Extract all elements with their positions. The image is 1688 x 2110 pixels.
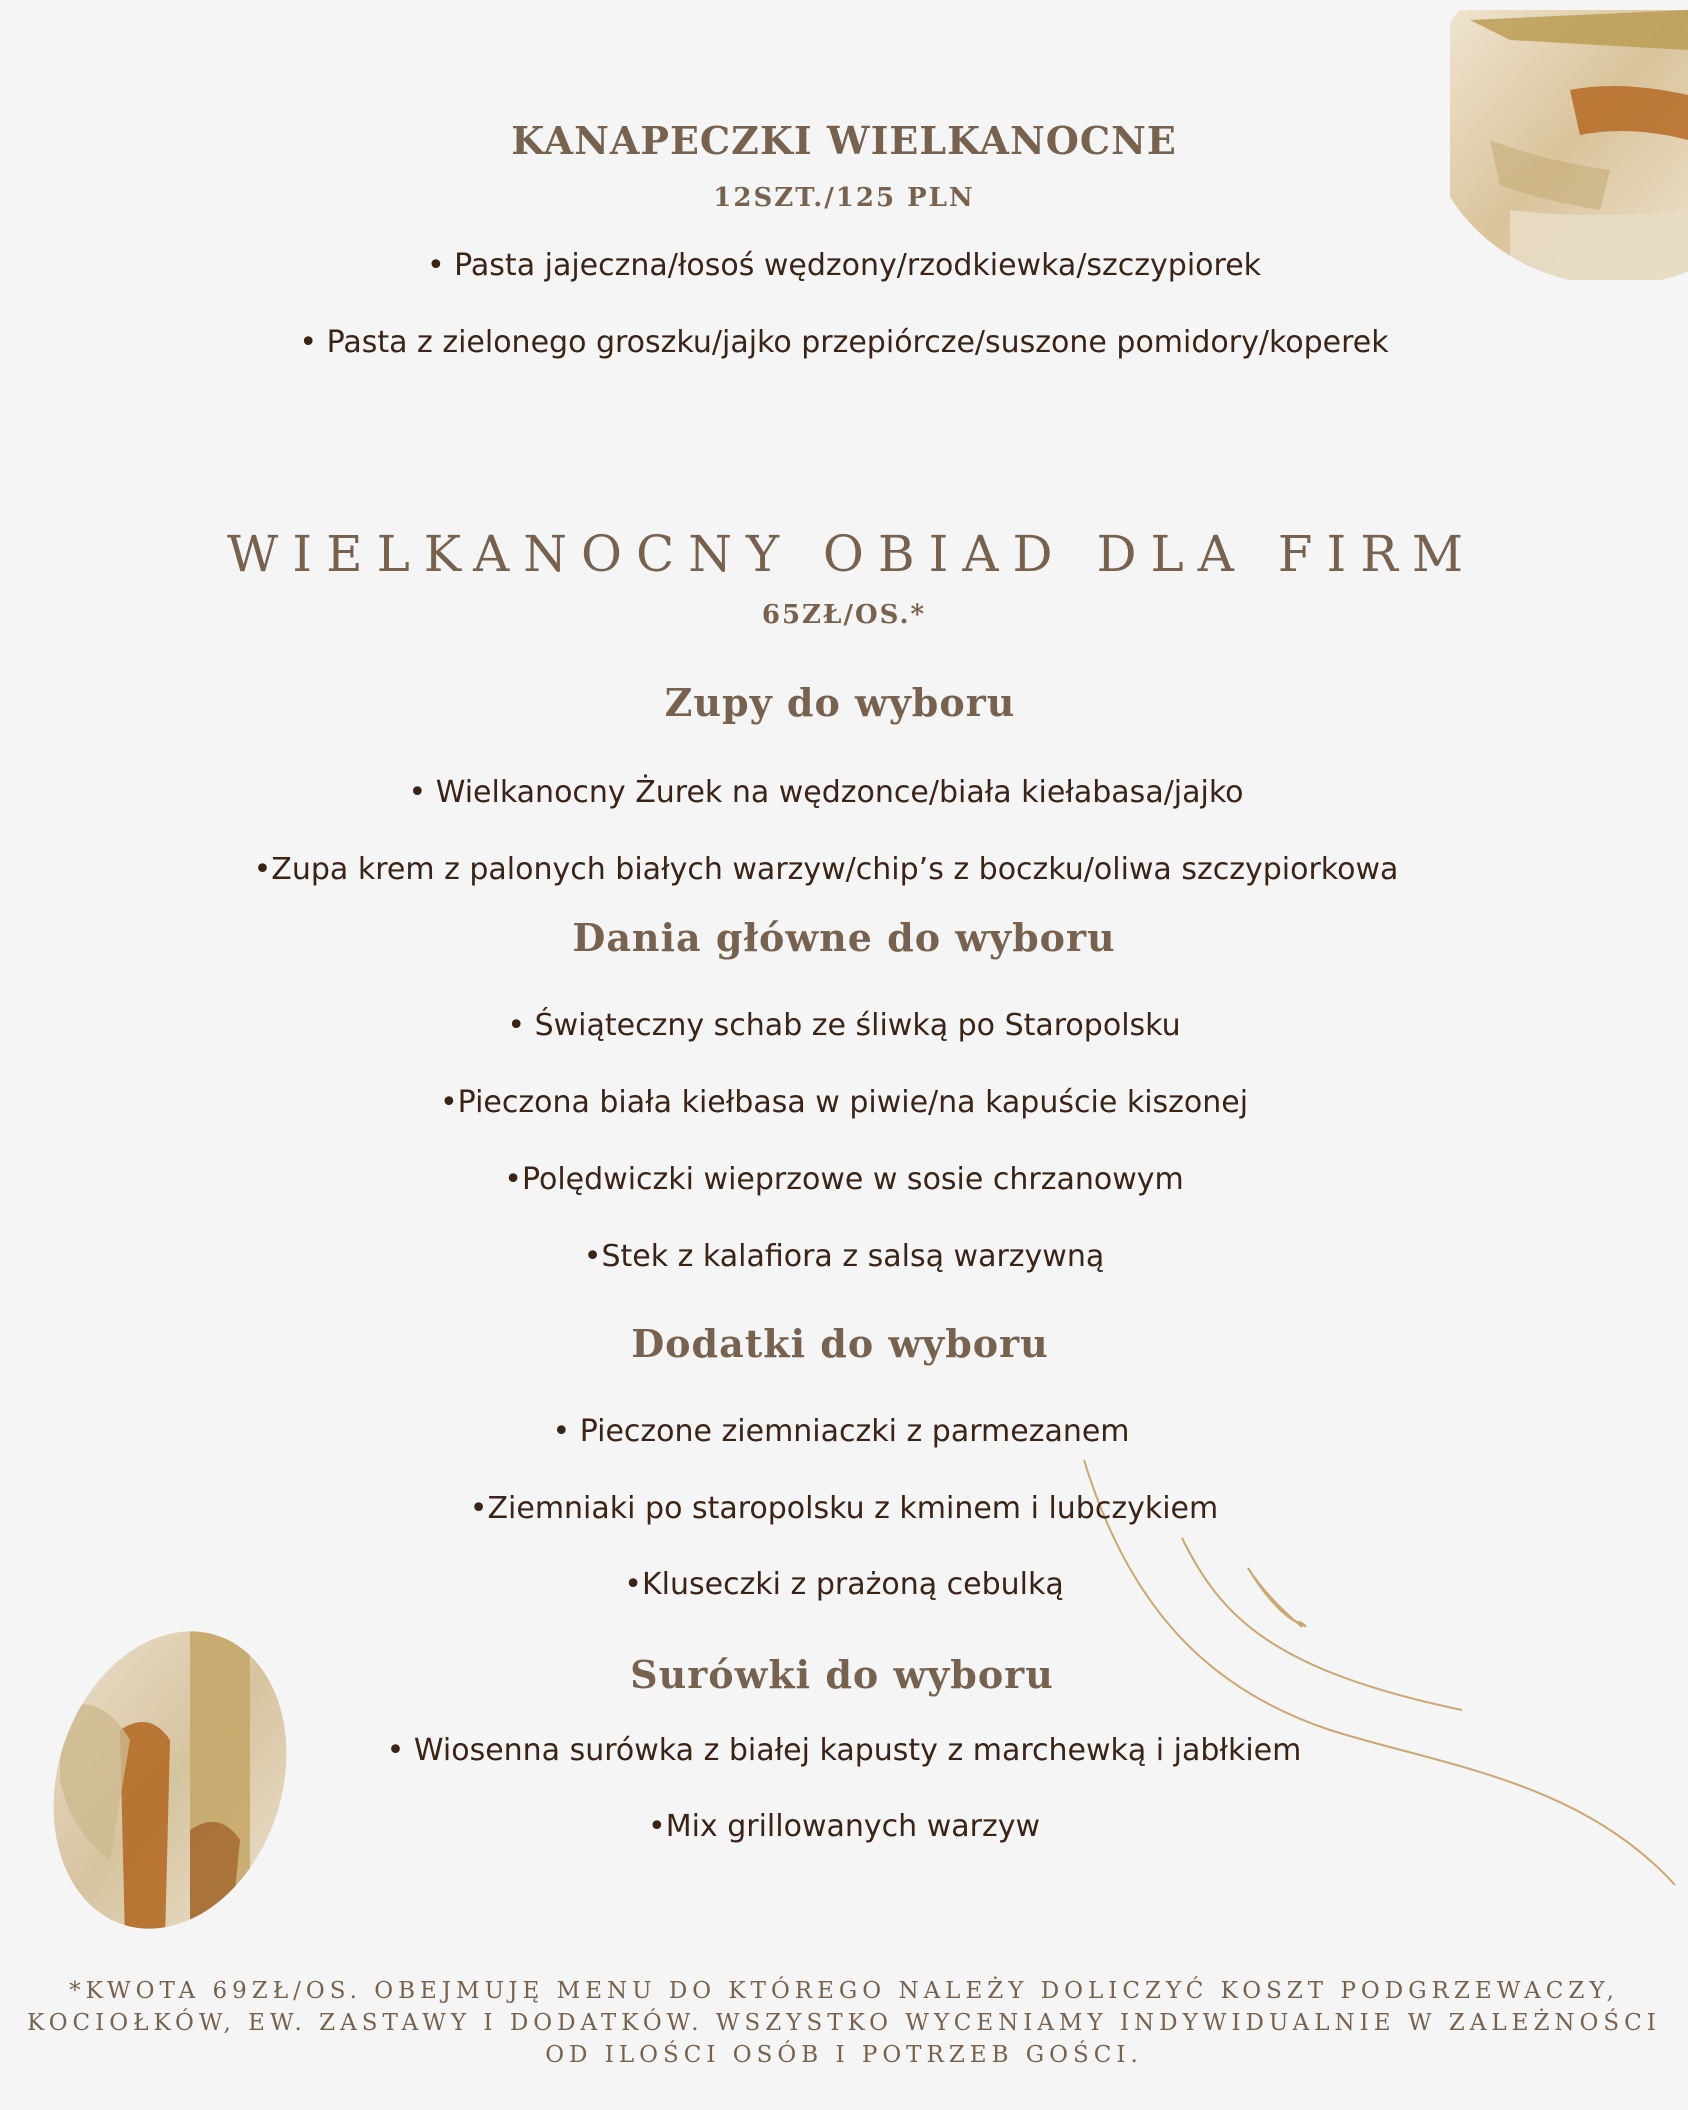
canapes-title: KANAPECZKI WIELKANOCNE	[511, 118, 1177, 163]
menu-item: •Polędwiczki wieprzowe w sosie chrzanowym	[504, 1162, 1184, 1197]
mains-heading: Dania główne do wyboru	[572, 915, 1116, 960]
menu-item: •Ziemniaki po staropolsku z kminem i lubczykiem	[469, 1491, 1219, 1526]
footnote-line-1: *KWOTA 69ZŁ/OS. OBEJMUJĘ MENU DO KTÓREGO NALEŻY DOLICZYĆ KOSZT PODGRZEWACZY,	[69, 1978, 1619, 2004]
menu-item: •Stek z kalafiora z salsą warzywną	[583, 1239, 1105, 1274]
soups-heading: Zupy do wyboru	[664, 680, 1016, 725]
menu-item: • Wiosenna surówka z białej kapusty z marchewką i jabłkiem	[386, 1733, 1302, 1768]
menu-item: •Kluseczki z prażoną cebulką	[624, 1567, 1064, 1602]
canapes-item-1: • Pasta jajeczna/łosoś wędzony/rzodkiewka/szczypiorek	[426, 248, 1262, 283]
menu-item: •Pieczona biała kiełbasa w piwie/na kapuście kiszonej	[439, 1085, 1249, 1120]
lunch-price: 65ZŁ/OS.*	[761, 600, 927, 630]
canapes-item-2: • Pasta z zielonego groszku/jajko przepiórcze/suszone pomidory/koperek	[299, 325, 1389, 360]
salads-heading: Surówki do wyboru	[630, 1652, 1054, 1697]
footnote-line-3: OD ILOŚCI OSÓB I POTRZEB GOŚCI.	[545, 2042, 1143, 2068]
menu-item: •Zupa krem z palonych białych warzyw/chip’s z boczku/oliwa szczypiorkowa	[253, 852, 1399, 887]
lunch-title: WIELKANOCNY OBIAD DLA FIRM	[226, 525, 1478, 583]
menu-item: • Pieczone ziemniaczki z parmezanem	[552, 1414, 1130, 1449]
footnote-line-2: KOCIOŁKÓW, EW. ZASTAWY I DODATKÓW. WSZYSTKO WYCENIAMY INDYWIDUALNIE W ZALEŻNOŚCI	[27, 2010, 1661, 2036]
menu-item: •Mix grillowanych warzyw	[648, 1809, 1040, 1844]
sides-heading: Dodatki do wyboru	[631, 1321, 1049, 1366]
menu-item: • Świąteczny schab ze śliwką po Staropolsku	[507, 1008, 1181, 1043]
canapes-price: 12SZT./125 PLN	[713, 183, 975, 213]
menu-item: • Wielkanocny Żurek na wędzonce/biała kiełabasa/jajko	[408, 775, 1244, 810]
